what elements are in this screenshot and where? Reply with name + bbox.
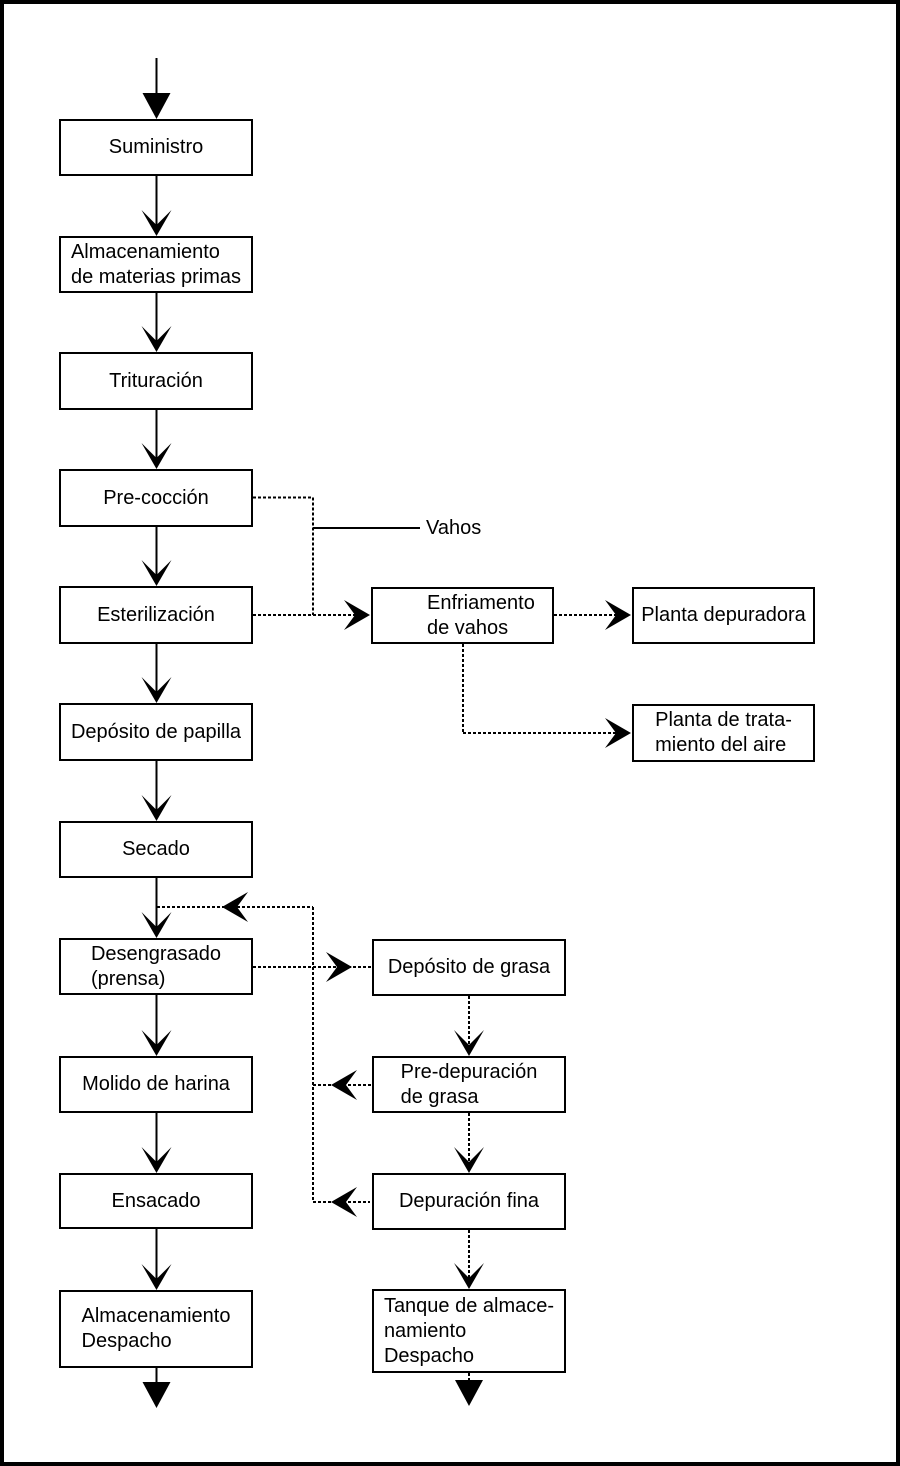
node-label: Secado	[122, 838, 190, 860]
node-enfriamento-de-vahos	[371, 587, 554, 644]
node-label: Molido de harina	[82, 1073, 230, 1095]
node-almacenamiento-materias-primas	[59, 236, 253, 293]
node-label: Depósito de grasa	[387, 956, 551, 978]
edge-esterilizacion-enfriamento-arrowhead	[344, 600, 370, 630]
node-planta-tratamiento-aire	[632, 704, 815, 762]
node-label: Pre-cocción	[103, 486, 209, 509]
edge-exit-main-arrowhead	[143, 1382, 171, 1408]
node-depuracion-fina	[372, 1173, 566, 1230]
node-label: Depósito de papilla	[70, 720, 242, 743]
node-label: Almacenamiento de materias primas	[70, 240, 242, 288]
node-label: Planta depuradora	[641, 604, 806, 626]
node-almacenamiento-despacho	[59, 1290, 253, 1368]
vahos-label: Vahos	[426, 517, 482, 539]
edge-exit-tanque-arrowhead	[455, 1380, 483, 1406]
node-deposito-de-grasa	[372, 939, 566, 996]
node-label: Almacenamiento Despacho	[81, 1305, 231, 1352]
node-pre-depuracion-de-grasa	[372, 1056, 566, 1113]
node-label: Tanque de almace- namiento Despacho	[383, 1294, 555, 1367]
node-label: Suministro	[108, 136, 204, 158]
node-label: Trituración	[109, 369, 203, 392]
node-desengrasado-prensa	[59, 938, 253, 995]
node-trituracion	[59, 352, 253, 410]
node-secado	[59, 821, 253, 878]
node-label: Ensacado	[111, 1189, 201, 1212]
node-suministro	[59, 119, 253, 176]
edge-entry-arrowhead	[143, 93, 171, 119]
node-label: Pre-depuración de grasa	[400, 1060, 538, 1108]
node-ensacado	[59, 1173, 253, 1229]
node-esterilizacion	[59, 586, 253, 644]
node-label: Esterilización	[97, 603, 215, 626]
node-label: Depuración fina	[398, 1190, 540, 1212]
edge-enfriamento-depuradora-arrowhead	[605, 600, 631, 630]
node-label: Desengrasado (prensa)	[90, 942, 222, 990]
node-tanque-almacenamiento-despacho	[372, 1289, 566, 1373]
node-label: Planta de trata- miento del aire	[655, 709, 792, 756]
node-pre-coccion	[59, 469, 253, 527]
node-molido-de-harina	[59, 1056, 253, 1113]
node-deposito-de-papilla	[59, 703, 253, 761]
node-planta-depuradora	[632, 587, 815, 644]
node-label: Enfriamento de vahos	[427, 591, 535, 639]
